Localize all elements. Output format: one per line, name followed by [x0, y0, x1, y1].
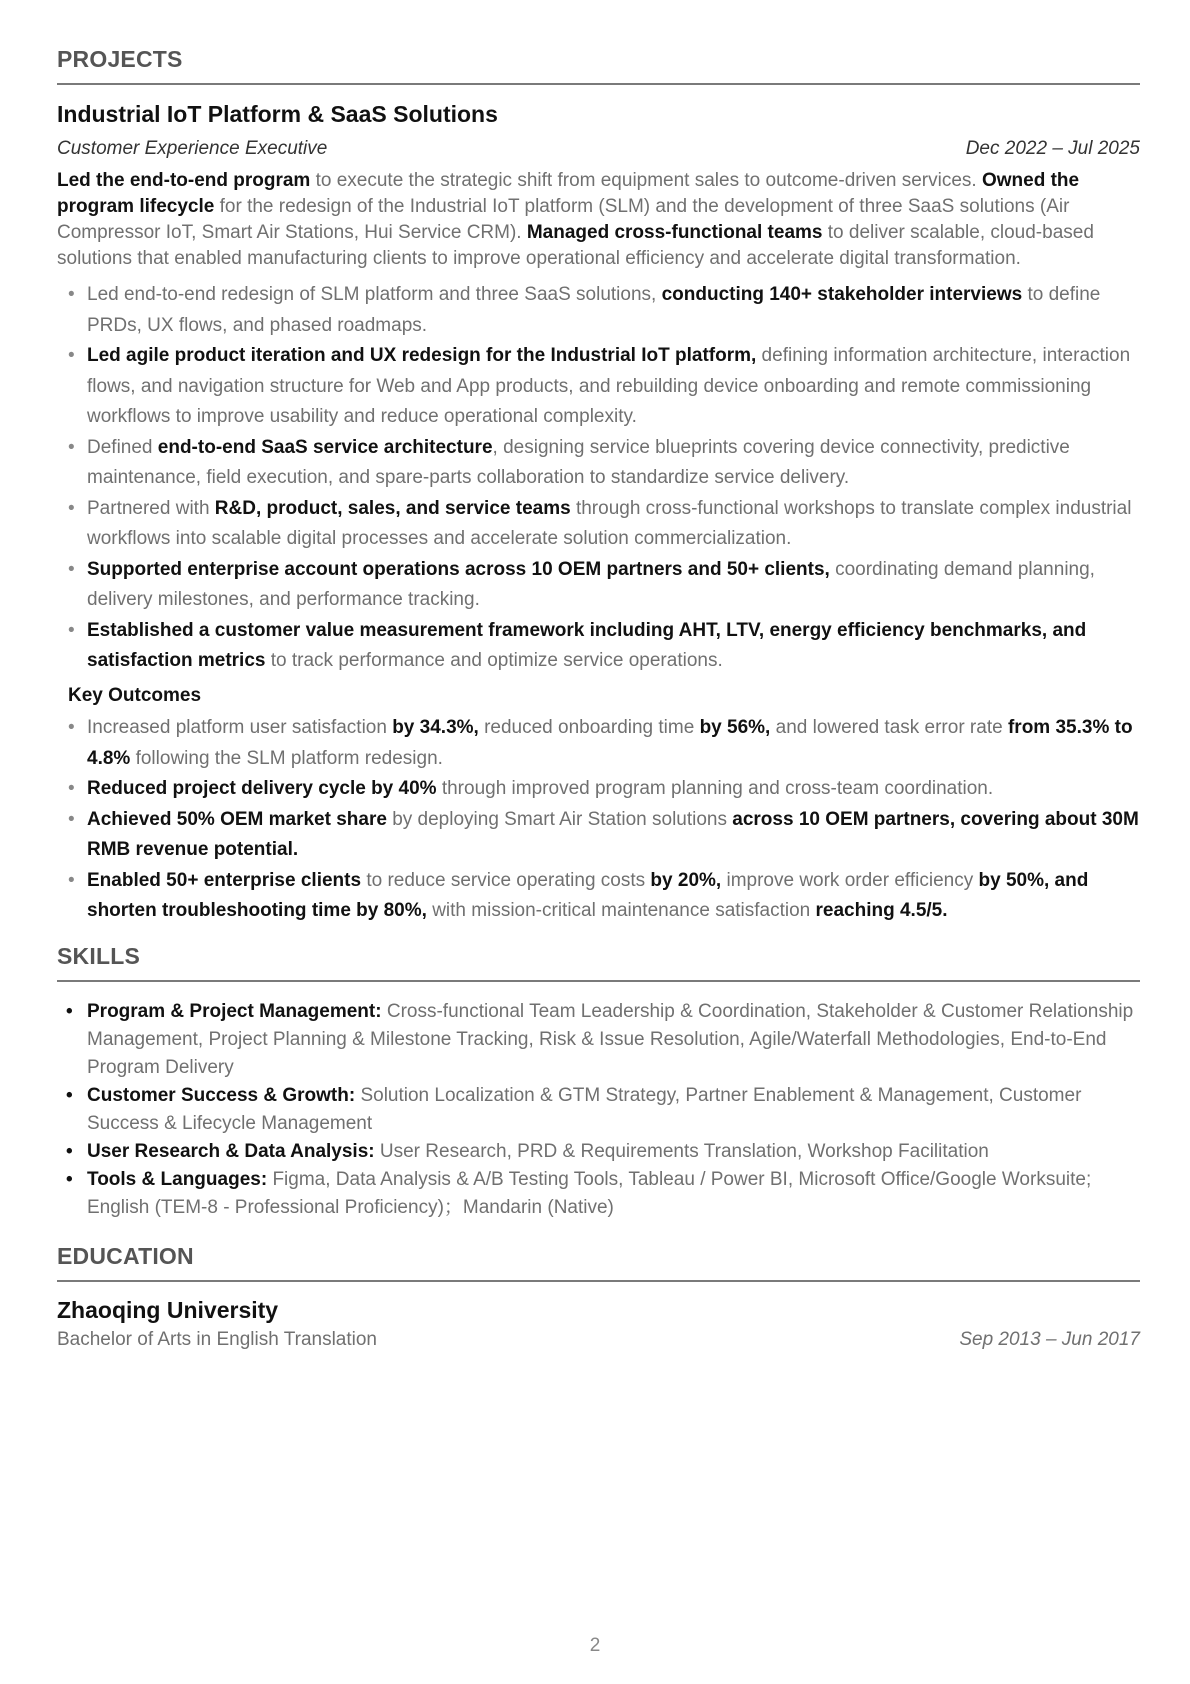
project-role: Customer Experience Executive	[57, 138, 328, 159]
education-row	[57, 1329, 1140, 1351]
project-bullet	[57, 494, 1140, 555]
bullet-icon: •	[66, 1001, 73, 1022]
text: Led end-to-end redesign of SLM platform and three SaaS solutions,	[87, 284, 662, 305]
skills-section-title: SKILLS	[57, 943, 140, 969]
project-bullets	[57, 280, 1140, 677]
skill-details: Cross-functional Team Leadership & Coordination, Stakeholder & Customer Relationship Management, Project Planning & Milestone Tracking, Risk & Issue Resolution, Agile/Waterfall Methodologies, End-to-End Program Delivery	[87, 1001, 1134, 1078]
project-bullet	[57, 433, 1140, 494]
bold-text: by 34.3%,	[392, 717, 479, 738]
bullet-icon: •	[68, 284, 75, 305]
bullet-icon: •	[68, 619, 75, 641]
text: , designing service blueprints covering device connectivity, predictive maintenance, field execution, and spare-parts collaboration to standardize service delivery.	[87, 436, 1070, 488]
education-divider	[57, 1280, 1140, 1282]
skill-details: Solution Localization & GTM Strategy, Partner Enablement & Management, Customer Success & Lifecycle Management	[87, 1085, 1082, 1134]
bullet-icon: •	[68, 717, 75, 738]
page-number: 2	[589, 1635, 601, 1656]
skill-category: Program & Project Management:	[87, 1001, 382, 1022]
skills-divider	[57, 980, 1140, 982]
project-bullet	[57, 616, 1140, 677]
outcome-bullet	[57, 713, 1140, 774]
bold-text: by 56%,	[699, 717, 771, 738]
bullet-icon: •	[68, 497, 75, 519]
text: Increased platform user satisfaction	[87, 717, 393, 738]
text: coordinating demand planning, delivery milestones, and performance tracking.	[87, 558, 1095, 610]
project-summary	[57, 168, 1140, 272]
bold-text: by 50%, and shorten troubleshooting time by 80%,	[87, 869, 1089, 921]
text: to deliver scalable, cloud-based solutions that enabled manufacturing clients to improve operational efficiency and accelerate digital transformation.	[57, 222, 1094, 269]
bold-text: by 20%,	[650, 869, 722, 891]
bold-text: end-to-end SaaS service architecture	[157, 436, 493, 458]
bold-text: Led the end-to-end program	[57, 170, 311, 191]
outcome-bullet	[57, 805, 1140, 866]
text: following the SLM platform redesign.	[130, 747, 443, 769]
skill-item	[57, 1166, 1157, 1222]
projects-section-title: PROJECTS	[57, 46, 183, 72]
skill-item	[57, 1082, 1157, 1138]
bold-text: from 35.3% to 4.8%	[87, 717, 1133, 769]
education-degree: Bachelor of Arts in English Translation	[57, 1329, 378, 1350]
bold-text: Established a customer value measurement framework including AHT, LTV, energy efficiency benchmarks, and satisfaction metrics	[87, 619, 1087, 671]
bold-text: Led agile product iteration and UX redesign for the Industrial IoT platform,	[87, 345, 757, 366]
education-dates: Sep 2013 – Jun 2017	[959, 1329, 1140, 1350]
bullet-icon: •	[68, 808, 75, 830]
projects-divider	[57, 83, 1140, 85]
bold-text: R&D, product, sales, and service teams	[214, 497, 571, 519]
project-bullet	[57, 555, 1140, 616]
text: for the redesign of the Industrial IoT platform (SLM) and the development of three SaaS solutions (Air Compressor IoT, Smart Air Stations, Hui Service CRM).	[57, 196, 1070, 243]
skill-item	[57, 998, 1157, 1082]
project-bullet	[57, 280, 1140, 341]
bold-text: Owned the program lifecycle	[57, 170, 1080, 217]
bold-text: Achieved 50% OEM market share	[87, 808, 387, 830]
bold-text: conducting 140+ stakeholder interviews	[661, 284, 1023, 305]
bullet-icon: •	[68, 436, 75, 458]
skill-item	[57, 1138, 1157, 1166]
text: with mission-critical maintenance satisfaction	[426, 900, 816, 921]
skills-list	[57, 998, 1157, 1222]
bullet-icon: •	[66, 1169, 73, 1190]
project-role-row	[57, 138, 1140, 160]
skill-category: User Research & Data Analysis:	[87, 1141, 375, 1162]
skill-details: User Research, PRD & Requirements Translation, Workshop Facilitation	[374, 1141, 989, 1162]
text: to track performance and optimize service operations.	[265, 650, 723, 671]
text: defining information architecture, interaction flows, and navigation structure for Web and App products, and rebuilding device onboarding and remote commissioning workflows to improve usability and reduce operational complexity.	[87, 345, 1131, 427]
outcome-bullet	[57, 774, 1140, 805]
education-section-title: EDUCATION	[57, 1243, 194, 1269]
bullet-icon: •	[68, 778, 75, 799]
bullet-icon: •	[68, 869, 75, 891]
education-school: Zhaoqing University	[57, 1297, 279, 1323]
bullet-icon: •	[66, 1141, 73, 1162]
text: Defined	[87, 436, 158, 458]
text: and lowered task error rate	[770, 717, 1008, 738]
skill-category: Tools & Languages:	[87, 1169, 268, 1190]
text: through improved program planning and cross-team coordination.	[436, 778, 994, 799]
key-outcomes-title: Key Outcomes	[68, 685, 202, 706]
text: to define PRDs, UX flows, and phased roadmaps.	[87, 284, 1101, 336]
bullet-icon: •	[66, 1085, 73, 1106]
bullet-icon: •	[68, 558, 75, 580]
text: improve work order efficiency	[721, 869, 979, 891]
bold-text: Reduced project delivery cycle by 40%	[87, 778, 437, 799]
bold-text: Supported enterprise account operations across 10 OEM partners and 50+ clients,	[87, 558, 830, 580]
bold-text: Enabled 50+ enterprise clients	[87, 869, 362, 891]
skill-details: Figma, Data Analysis & A/B Testing Tools, Tableau / Power BI, Microsoft Office/Google Worksuite; English (TEM-8 - Professional Proficiency)；Mandarin (Native)	[87, 1169, 1092, 1218]
bold-text: Managed cross-functional teams	[526, 222, 823, 243]
key-outcomes-list	[57, 713, 1140, 927]
text: reduced onboarding time	[478, 717, 700, 738]
text: to reduce service operating costs	[361, 869, 651, 891]
bold-text: reaching 4.5/5.	[815, 900, 948, 921]
text: through cross-functional workshops to translate complex industrial workflows into scalable digital processes and accelerate solution commercialization.	[87, 497, 1132, 549]
outcome-bullet	[57, 866, 1140, 927]
text: by deploying Smart Air Station solutions	[386, 808, 733, 830]
bullet-icon: •	[68, 345, 75, 366]
text: to execute the strategic shift from equipment sales to outcome-driven services.	[310, 170, 982, 191]
project-bullet	[57, 341, 1140, 433]
bold-text: across 10 OEM partners, covering about 30M RMB revenue potential.	[87, 808, 1139, 860]
skill-category: Customer Success & Growth:	[87, 1085, 356, 1106]
text: Partnered with	[87, 497, 215, 519]
project-title: Industrial IoT Platform & SaaS Solutions	[57, 101, 498, 127]
project-dates: Dec 2022 – Jul 2025	[965, 138, 1140, 159]
